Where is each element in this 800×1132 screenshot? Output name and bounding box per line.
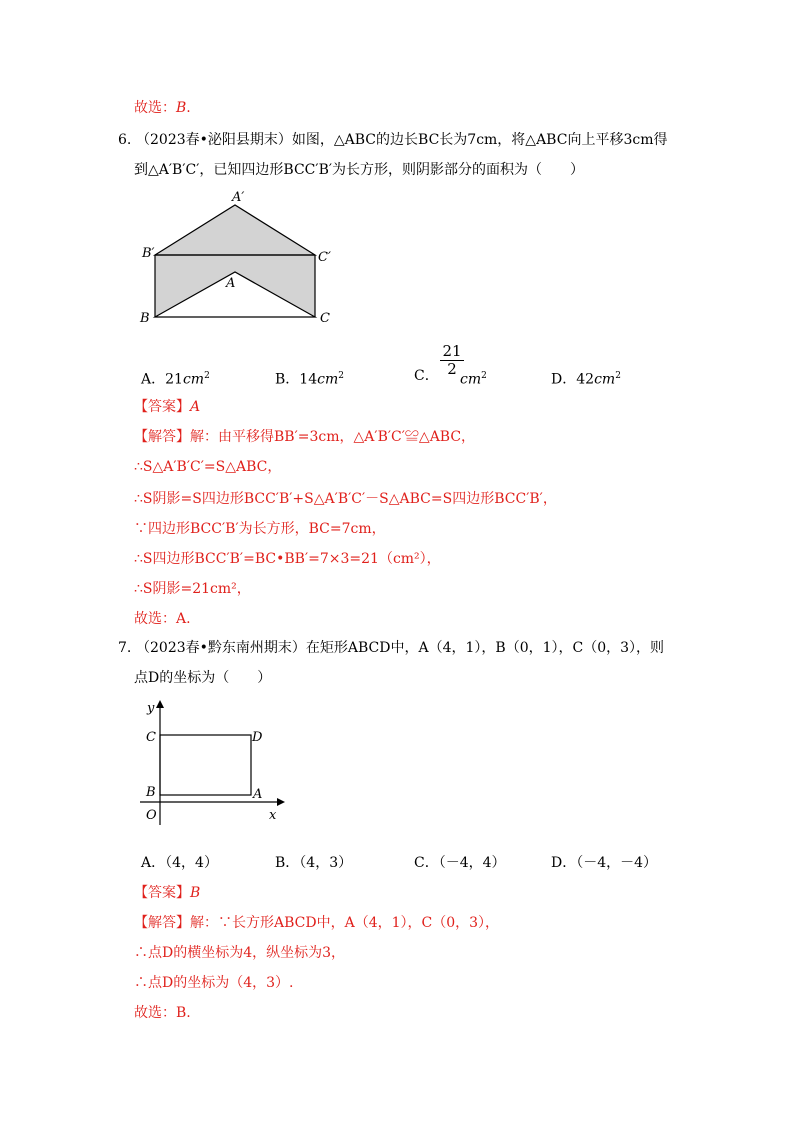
option-value: 42	[576, 371, 595, 388]
q7-option-d[interactable]	[551, 853, 657, 873]
label-y: y	[147, 701, 155, 716]
label-b: B	[146, 785, 156, 800]
q6-option-c-unit-wrap	[460, 366, 487, 390]
q6-option-b[interactable]	[275, 366, 344, 390]
label-x: x	[269, 808, 277, 823]
label-b: B	[140, 311, 150, 326]
label-a1: A′	[232, 190, 245, 205]
answer-tag: 【答案】	[134, 885, 190, 901]
option-value: （4，3）	[299, 855, 353, 871]
q7-solution-line3: ∴点D的坐标为（4，3）.	[134, 975, 294, 991]
q6-stem-line1: （2023春•泌阳县期末）如图，△ABC的边长BC长为7cm，将△ABC向上平移3cm得	[136, 132, 668, 148]
q6-solution-line5: ∴S四边形BCC′B′=BC•BB′=7×3=21（cm²），	[134, 551, 441, 567]
q6-solution-line2: ∴S△A′B′C′=S△ABC，	[134, 459, 282, 475]
q7-stem-line1: （2023春•黔东南州期末）在矩形ABCD中，A（4，1），B（0，1），C（0，3），则	[136, 640, 665, 656]
option-power: 2	[615, 371, 621, 381]
q6-solution-line3: ∴S阴影=S四边形BCC′B′+S△A′B′C′－S△ABC=S四边形BCC′B′，	[134, 491, 557, 507]
option-label: B．	[275, 371, 300, 388]
prev-answer-line	[134, 98, 191, 118]
q7-solution-line1: 【解答】解：∵长方形ABCD中，A（4，1），C（0，3），	[134, 915, 500, 931]
label-b1: B′	[142, 246, 155, 261]
option-value: （－4，－4）	[576, 855, 658, 871]
label-o: O	[146, 808, 157, 823]
option-value: （－4，4）	[438, 855, 506, 871]
option-unit: cm	[182, 371, 205, 388]
option-unit: cm	[460, 371, 482, 388]
option-power: 2	[338, 371, 344, 381]
option-label: A．	[141, 855, 166, 871]
q6-solution-line6: ∴S阴影=21cm²，	[134, 581, 251, 597]
prev-answer-prefix: 故选：	[134, 100, 176, 116]
option-unit: cm	[317, 371, 339, 388]
option-label: B．	[275, 855, 300, 871]
y-axis-arrow	[156, 700, 164, 708]
option-value: 21	[165, 371, 183, 388]
option-label: C．	[414, 855, 439, 871]
option-label: C．	[414, 368, 439, 384]
q6-solution-line7: 故选：A.	[134, 611, 191, 627]
rectangle-abcd	[160, 735, 251, 795]
label-c1: C′	[318, 250, 331, 265]
label-a: A	[226, 276, 236, 291]
answer-value: B	[190, 885, 201, 901]
option-label: A．	[141, 371, 166, 388]
q6-figure	[130, 185, 350, 330]
q6-option-d[interactable]	[551, 366, 621, 390]
q7-solution-line4: 故选：B.	[134, 1005, 191, 1021]
q6-answer	[134, 397, 200, 417]
q7-stem-line2: 点D的坐标为（ ）	[134, 670, 272, 686]
answer-value: A	[190, 399, 201, 415]
q7-option-b[interactable]	[275, 853, 352, 873]
label-d: D	[252, 730, 263, 745]
option-value: （4，4）	[165, 855, 218, 871]
prev-answer-letter: B	[176, 100, 187, 116]
option-value: 14	[299, 371, 318, 388]
q6-number: 6.	[118, 132, 132, 148]
q6-option-a[interactable]	[141, 366, 210, 390]
option-power: 2	[481, 371, 487, 381]
q7-option-c[interactable]	[414, 853, 506, 873]
label-a: A	[253, 787, 263, 802]
option-label: D．	[551, 855, 577, 871]
label-c: C	[146, 730, 156, 745]
q6-solution-line4: ∵四边形BCC′B′为长方形，BC=7cm，	[134, 521, 386, 537]
q6-stem-line2: 到△A′B′C′，已知四边形BCC′B′为长方形，则阴影部分的面积为（ ）	[134, 162, 585, 178]
answer-tag: 【答案】	[134, 399, 190, 415]
fraction-denominator: 2	[447, 360, 457, 378]
prev-answer-suffix: .	[186, 100, 191, 116]
option-unit: cm	[594, 371, 616, 388]
q7-option-a[interactable]	[141, 853, 218, 873]
q7-answer	[134, 883, 200, 903]
option-power: 2	[204, 371, 210, 381]
q7-figure	[135, 695, 295, 830]
q6-option-c[interactable]	[414, 366, 439, 386]
fraction-numerator: 21	[440, 343, 464, 361]
q7-solution-line2: ∴点D的横坐标为4，纵坐标为3，	[134, 945, 346, 961]
q7-number: 7.	[118, 640, 132, 656]
label-c: C	[320, 311, 330, 326]
q6-solution-line1: 【解答】解：由平移得BB′=3cm，△A′B′C′≌△ABC，	[134, 429, 476, 445]
x-axis-arrow	[277, 798, 285, 806]
option-label: D．	[551, 371, 577, 388]
